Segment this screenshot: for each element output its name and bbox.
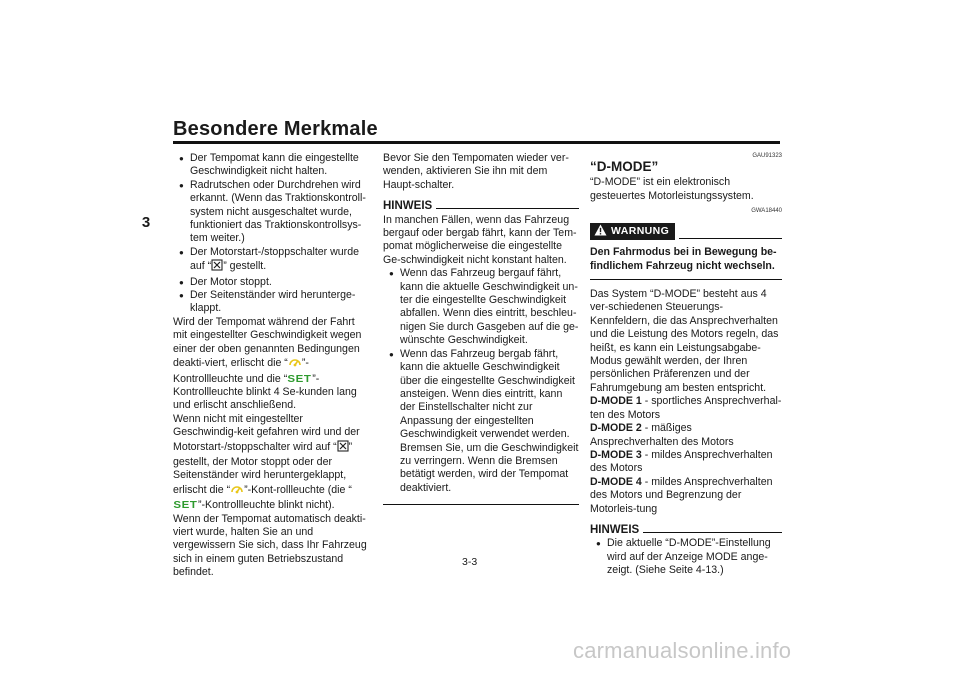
paragraph	[173, 316, 369, 413]
paragraph-text: ”-Kontrollleuchte und die “	[173, 357, 309, 385]
title-rule	[173, 141, 780, 144]
set-indicator-icon: SET	[173, 500, 198, 512]
paragraph-text: ”-Kontrollleuchte blinkt nicht).	[197, 499, 335, 512]
mode-desc: - mäßiges Ansprechverhalten des Motors	[590, 422, 734, 448]
paragraph-text: ”-Kontrollleuchte blinkt 4 Se-kunden lang und erlischt anschließend.	[173, 372, 357, 412]
list-item-text: ” gestellt.	[223, 260, 267, 273]
engine-stop-switch-icon	[337, 440, 349, 456]
hinweis-heading	[590, 524, 782, 537]
mode-item	[590, 476, 782, 516]
paragraph: “D-MODE” ist ein elektronisch gesteuertes Motorleistungssystem.	[590, 176, 754, 202]
paragraph: Wenn der Tempomat automatisch deakti-viert wurde, halten Sie an und vergewissern Sie sich, dass Ihr Fahrzeug sich in einem guten Betriebszustand befindet.	[173, 512, 367, 579]
list-item: ● Wenn das Fahrzeug bergauf fährt, kann die aktuelle Geschwindigkeit un-ter die eingestellte Geschwindigkeit abfallen. Wenn dies eintritt, beschleu-nigen Sie durch Gasgeben auf die ge-wünschte Geschwindigkeit.	[383, 267, 579, 347]
paragraph-text: ”-Kont-rollleuchte (die “	[244, 483, 352, 496]
paragraph-text: ” gestellt, der Motor stoppt oder der Seitenständer wird heruntergeklappt, erlischt die “	[173, 440, 353, 496]
mode-item	[590, 422, 782, 449]
hinweis-list	[590, 537, 782, 577]
column-1	[173, 152, 369, 580]
reference-code: GAU91323	[752, 153, 782, 159]
paragraph: In manchen Fällen, wenn das Fahrzeug bergauf oder bergab fährt, kann der Tem-pomat möglicherweise die eingestellte Ge-schwindigkeit nicht konstant halten.	[383, 213, 577, 266]
paragraph-text: Wenn nicht mit eingestellter Geschwindig-keit gefahren wird und der Motorstart-/stoppschalter wird auf “	[173, 412, 360, 453]
warning-badge	[590, 223, 675, 240]
engine-stop-switch-icon	[211, 259, 223, 275]
warning-text: Den Fahrmodus bei in Bewegung be-findlichem Fahrzeug nicht wechseln.	[590, 246, 777, 272]
section-end-rule	[383, 504, 579, 505]
mode-name: D-MODE 1	[590, 395, 642, 408]
heading-rule	[643, 532, 782, 533]
list-item: ● Die aktuelle “D-MODE”-Einstellung wird auf der Anzeige MODE ange-zeigt. (Siehe Seite 4-13.)	[590, 537, 782, 577]
paragraph: Das System “D-MODE” besteht aus 4 ver-schiedenen Steuerungs-Kennfeldern, die das Ansprechverhalten und die Leistung des Motors regeln, das heißt, es kann ein Leistungsabgabe-Modus gewählt werden, der Ihren persönlichen Präferenzen und der Fahrumgebung am besten entspricht.	[590, 288, 779, 394]
hinweis-list	[383, 267, 579, 495]
mode-name: D-MODE 3	[590, 448, 642, 461]
column-2	[383, 152, 579, 505]
cruise-control-indicator-icon	[288, 356, 302, 372]
list-item: ● Der Seitenständer wird herunterge-klappt.	[173, 289, 369, 316]
mode-item	[590, 395, 782, 422]
list-item: ● Der Tempomat kann die eingestellte Geschwindigkeit nicht halten.	[173, 152, 369, 179]
chapter-tab: 3	[141, 214, 151, 231]
hinweis-title: HINWEIS	[590, 523, 640, 536]
section-heading: “D-MODE”	[590, 159, 659, 174]
list-item: ● Wenn das Fahrzeug bergab fährt, kann die aktuelle Geschwindigkeit über die eingestellte Geschwindigkeit ansteigen. Wenn dies eintritt, kann der Einstellschalter nicht zur Anpassung der eingestellten Geschwindigkeit verwendet werden. Bremsen Sie, um die Geschwindigkeit zu verringern. Wenn die Bremsen betätigt werden, wird der Tempomat deaktiviert.	[383, 348, 579, 495]
warning-end-rule	[590, 279, 782, 280]
mode-name: D-MODE 4	[590, 475, 642, 488]
page-title: Besondere Merkmale	[173, 118, 378, 140]
set-indicator-icon: SET	[287, 373, 312, 385]
mode-name: D-MODE 2	[590, 422, 642, 435]
cruise-control-indicator-icon	[230, 483, 244, 499]
reference-code: GWA18440	[751, 208, 782, 215]
mode-item	[590, 449, 782, 476]
hinweis-title: HINWEIS	[383, 200, 433, 213]
heading-rule	[436, 208, 579, 209]
condition-list	[173, 152, 369, 316]
mode-desc: - mildes Ansprechverhalten des Motors und Begrenzung der Motorleis-tung	[590, 475, 773, 515]
paragraph	[173, 413, 369, 513]
column-3	[590, 152, 782, 578]
mode-desc: - mildes Ansprechverhalten des Motors	[590, 448, 773, 475]
list-item: ● Der Motor stoppt.	[173, 276, 369, 289]
paragraph: Bevor Sie den Tempomaten wieder ver-wenden, aktivieren Sie ihn mit dem Haupt-schalter.	[383, 152, 569, 191]
paragraph-text: Wird der Tempomat während der Fahrt mit eingestellter Geschwindigkeit wegen einer der oben genannten Bedingungen deakti-viert, erlischt die “	[173, 315, 362, 370]
heading-rule	[679, 238, 782, 239]
mode-desc: - sportliches Ansprechverhal-ten des Motors	[590, 395, 782, 421]
page-number: 3-3	[462, 556, 478, 568]
list-item: ● Radrutschen oder Durchdrehen wird erkannt. (Wenn das Traktionskontroll-system nicht ausgeschaltet wurde, funktioniert das Traktionskontrollsys-tem weiter.)	[173, 179, 369, 246]
list-item	[173, 246, 369, 276]
warning-triangle-icon	[594, 224, 607, 240]
warning-heading	[590, 223, 782, 240]
watermark[interactable]: carmanualsonline.info	[573, 638, 792, 663]
list-item-text: Der Motorstart-/stoppschalter wurde auf “	[190, 245, 359, 273]
hinweis-heading	[383, 200, 579, 213]
warning-label: WARNUNG	[611, 225, 670, 238]
